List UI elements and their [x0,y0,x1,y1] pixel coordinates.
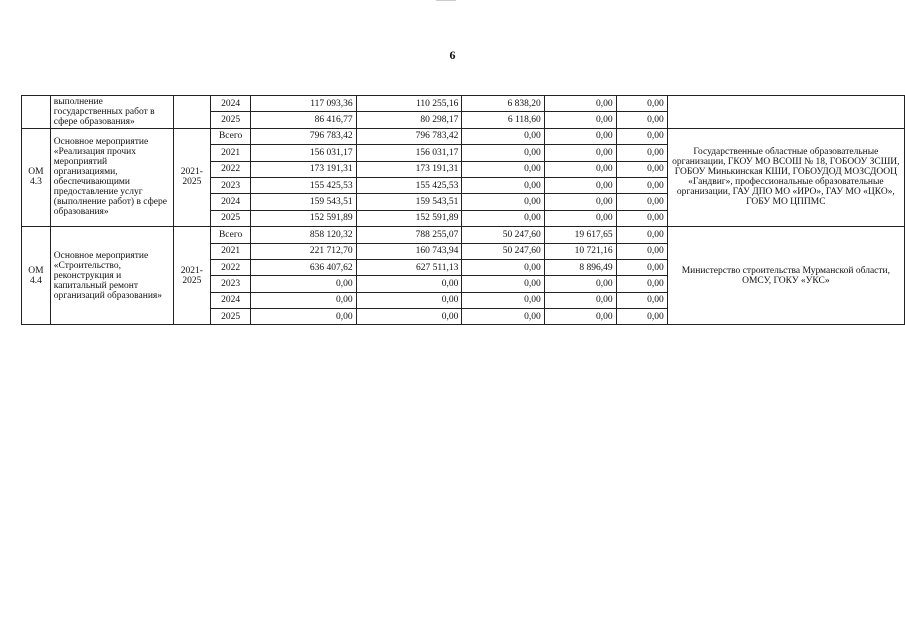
amount-cell-1: 0,00 [250,292,356,308]
amount-cell-2: 0,00 [356,292,462,308]
amount-cell-1: 152 591,89 [250,210,356,226]
amount-cell-4: 0,00 [544,292,616,308]
amount-cell-4: 0,00 [544,161,616,177]
amount-cell-2: 159 543,51 [356,194,462,210]
amount-cell-3: 0,00 [462,292,544,308]
amount-cell-2: 110 255,16 [356,96,462,112]
year-cell: 2025 [211,112,251,128]
amount-cell-4: 10 721,16 [544,243,616,259]
amount-cell-1: 86 416,77 [250,112,356,128]
amount-cell-5: 0,00 [616,276,667,292]
amount-cell-5: 0,00 [616,194,667,210]
amount-cell-1: 173 191,31 [250,161,356,177]
year-cell: 2024 [211,96,251,112]
measure-name-cell: Основное мероприятие «Реализация прочих мероприятий организациями, обеспечивающими предоставление услуг (выполнение работ) в сфере образования» [50,128,173,226]
amount-cell-2: 155 425,53 [356,177,462,193]
amount-cell-4: 0,00 [544,210,616,226]
amount-cell-1: 221 712,70 [250,243,356,259]
amount-cell-5: 0,00 [616,309,667,325]
amount-cell-2: 152 591,89 [356,210,462,226]
amount-cell-1: 0,00 [250,276,356,292]
amount-cell-2: 160 743,94 [356,243,462,259]
amount-cell-3: 0,00 [462,194,544,210]
amount-cell-1: 858 120,32 [250,227,356,243]
amount-cell-3: 0,00 [462,309,544,325]
amount-cell-1: 156 031,17 [250,145,356,161]
table-row [22,227,905,243]
amount-cell-2: 788 255,07 [356,227,462,243]
amount-cell-3: 0,00 [462,128,544,144]
amount-cell-1: 636 407,62 [250,259,356,275]
measure-name-cell: выполнение государственных работ в сфере образования» [50,96,173,129]
amount-cell-5: 0,00 [616,259,667,275]
table-row [22,128,905,144]
year-cell: 2025 [211,309,251,325]
period-cell [173,96,211,129]
amount-cell-5: 0,00 [616,227,667,243]
year-cell: 2021 [211,145,251,161]
amount-cell-5: 0,00 [616,128,667,144]
amount-cell-2: 156 031,17 [356,145,462,161]
executor-cell: Министерство строительства Мурманской области, ОМСУ, ГОКУ «УКС» [667,227,904,325]
amount-cell-5: 0,00 [616,210,667,226]
year-cell: 2024 [211,292,251,308]
period-cell: 2021-2025 [173,128,211,226]
amount-cell-2: 0,00 [356,309,462,325]
amount-cell-1: 0,00 [250,309,356,325]
amount-cell-3: 6 838,20 [462,96,544,112]
year-cell: 2023 [211,177,251,193]
amount-cell-2: 796 783,42 [356,128,462,144]
amount-cell-4: 0,00 [544,96,616,112]
amount-cell-2: 0,00 [356,276,462,292]
amount-cell-1: 117 093,36 [250,96,356,112]
amount-cell-3: 0,00 [462,161,544,177]
amount-cell-4: 8 896,49 [544,259,616,275]
amount-cell-2: 627 511,13 [356,259,462,275]
amount-cell-4: 0,00 [544,309,616,325]
measure-code-cell: ОМ 4.4 [22,227,51,325]
amount-cell-5: 0,00 [616,112,667,128]
amount-cell-5: 0,00 [616,96,667,112]
amount-cell-3: 50 247,60 [462,227,544,243]
year-cell: 2024 [211,194,251,210]
amount-cell-4: 0,00 [544,112,616,128]
amount-cell-1: 155 425,53 [250,177,356,193]
year-cell: 2022 [211,161,251,177]
budget-table [21,95,905,325]
amount-cell-5: 0,00 [616,177,667,193]
amount-cell-1: 159 543,51 [250,194,356,210]
year-cell: 2022 [211,259,251,275]
amount-cell-5: 0,00 [616,161,667,177]
amount-cell-2: 173 191,31 [356,161,462,177]
amount-cell-3: 0,00 [462,259,544,275]
amount-cell-4: 0,00 [544,194,616,210]
page-number: 6 [449,48,456,62]
amount-cell-3: 50 247,60 [462,243,544,259]
amount-cell-3: 0,00 [462,145,544,161]
amount-cell-5: 0,00 [616,292,667,308]
period-cell: 2021-2025 [173,227,211,325]
year-cell: 2021 [211,243,251,259]
measure-code-cell: ОМ 4.3 [22,128,51,226]
amount-cell-4: 0,00 [544,177,616,193]
amount-cell-4: 0,00 [544,128,616,144]
amount-cell-2: 80 298,17 [356,112,462,128]
measure-name-cell: Основное мероприятие «Строительство, реконструкция и капитальный ремонт организаций образования» [50,227,173,325]
amount-cell-3: 6 118,60 [462,112,544,128]
executor-cell [667,96,904,129]
amount-cell-3: 0,00 [462,177,544,193]
scan-artifact [436,0,456,4]
amount-cell-3: 0,00 [462,276,544,292]
measure-code-cell [22,96,51,129]
amount-cell-5: 0,00 [616,243,667,259]
amount-cell-5: 0,00 [616,145,667,161]
amount-cell-4: 0,00 [544,145,616,161]
table-row [22,96,905,112]
year-cell: Всего [211,227,251,243]
year-cell: 2023 [211,276,251,292]
amount-cell-4: 19 617,65 [544,227,616,243]
executor-cell: Государственные областные образовательные организации, ГКОУ МО ВСОШ № 18, ГОБООУ ЗСШИ, ГОБОУ Минькинская КШИ, ГОБОУДОД МОЗСДООЦ «Гандвиг», профессиональные образовательные организации, ГАУ ДПО МО «ИРО», ГАУ МО «ЦКО», ГОБУ МО ЦППМС [667,128,904,226]
year-cell: Всего [211,128,251,144]
year-cell: 2025 [211,210,251,226]
amount-cell-4: 0,00 [544,276,616,292]
amount-cell-3: 0,00 [462,210,544,226]
amount-cell-1: 796 783,42 [250,128,356,144]
